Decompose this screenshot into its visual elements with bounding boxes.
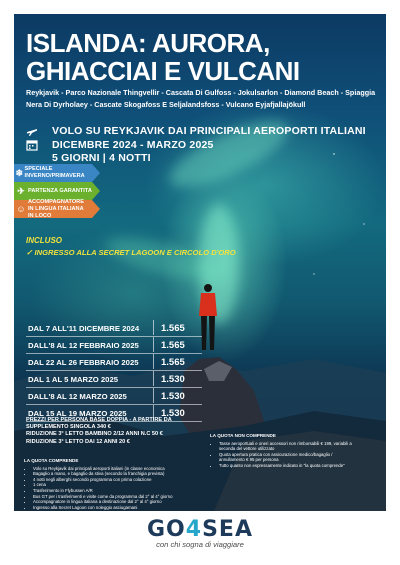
included-heading: LA QUOTA COMPRENDE [24,458,79,463]
title-line: ISLANDA: AURORA, [26,28,270,58]
list-item: annullamento € 95 per persona [219,457,279,463]
calendar-icon [26,139,38,151]
date-price: 1.565 [161,357,185,368]
logo-right: SEA [202,517,253,542]
date-period: DALL'8 AL 12 FEBBRAIO 2025 [28,341,139,350]
table-row [26,388,202,405]
table-row [26,320,202,337]
tag-label: SPECIALE INVERNO/PRIMAVERA [24,166,85,179]
logo-tagline: con chi sogna di viaggiare [156,540,244,549]
date-price: 1.530 [161,374,185,385]
guide-icon: ☺ [16,203,26,214]
plane-icon [26,125,38,137]
pricing-line: PREZZI PER PERSONA BASE DOPPIA - A PARTIRE DA [26,417,172,423]
logo-wordmark [0,517,400,542]
list-item: • Volo su Reykjavik dai principali aeroporti italiani (in classe economica [33,466,199,472]
pricing-line: SUPPLEMENTO SINGOLA 340 € [26,424,111,431]
tag-guide [14,200,92,218]
list-item: • Bagaglio a mano, e bagaglio da stiva (secondo la franchigia prevista) [33,471,199,477]
places-list [26,87,378,110]
list-item: • 4 notti negli alberghi secondo programma con prima colazione [33,477,199,483]
included-section [24,458,199,510]
dates-table [26,320,202,422]
tag-label: ACCOMPAGNATORE IN LINGUA ITALIANA IN LOCO [28,198,84,219]
brand-logo[interactable] [0,517,400,549]
period-row [26,139,214,151]
list-item: • Trasferimento in Flybussen A/R [33,488,199,494]
incluso-item: ✓ INGRESSO ALLA SECRET LAGOON E CIRCOLO D'ORO [26,248,236,257]
flight-row [26,125,366,137]
plane-icon: ✈ [17,185,25,196]
period-line: DICEMBRE 2024 - MARZO 2025 [52,139,214,151]
table-row [26,371,202,388]
table-row [26,337,202,354]
date-price: 1.530 [161,391,185,402]
date-price: 1.565 [161,340,185,351]
date-period: DAL 15 AL 19 MARZO 2025 [28,409,127,418]
flight-line: VOLO SU REYKJAVIK DAI PRINCIPALI AEROPORTI ITALIANI [52,125,366,137]
tag-guaranteed [14,182,92,200]
title-line: GHIACCIAI E VULCANI [26,56,300,86]
incluso-heading: INCLUSO [26,236,62,245]
list-item: • Tasse aeroportuali e oneri accessori non rimborsabili € 199, variabili a [219,441,380,447]
incluso-box [26,236,236,257]
excluded-list [210,441,380,469]
pricing-line: RIDUZIONE 3° LETTO BAMBINO 2/12 ANNI N.C 50 € [26,431,163,438]
pricing-notes [26,417,172,446]
places-line: Nera Di Dyrholaey - Cascate Skogafoss E Seljalandsfoss - Vulcano Eyjafjallajökull [26,99,306,109]
list-item: • Quota apertura pratica con assicurazione medico/bagaglio / [219,452,380,458]
excluded-section [210,433,380,469]
date-period: DALL'8 AL 12 MARZO 2025 [28,392,127,401]
tag-label: PARTENZA GARANTITA [28,187,92,194]
date-price: 1.530 [161,408,185,419]
list-item: • Accompagnatore in lingua italiana a destinazione dal 2° al 4° giorno [33,499,199,505]
snowflake-icon: ❄ [15,167,24,178]
duration-line: 5 GIORNI | 4 NOTTI [52,152,151,164]
logo-left: GO [147,517,186,542]
included-list [24,466,199,511]
poster [14,14,386,511]
list-item: • Tutto quanto non espressamente indicato in "la quota comprende" [219,463,380,469]
tag-winter [14,164,92,182]
date-period: DAL 7 ALL'11 DICEMBRE 2024 [28,324,140,333]
list-item: • Bus GT per i trasferimenti e visite come da programma dal 2° al 4° giorno [33,494,199,500]
list-item: • 1 cena [33,482,199,488]
places-line: Reykjavik - Parco Nazionale Thingvellir - Cascata Di Gulfoss - Jokulsarlon - Diamond Beach - Spiaggia [26,88,376,97]
logo-four: 4 [185,517,203,542]
list-item: • Ingresso alla Secret Lagoon con noleggio asciugamani [33,505,199,511]
list-item: seconda del vettore utilizzato [219,446,275,452]
page-title [26,29,376,85]
table-row [26,354,202,371]
pricing-line: RIDUZIONE 3° LETTO DAI 12 ANNI 20 € [26,438,130,445]
excluded-heading: LA QUOTA NON COMPRENDE [210,433,276,438]
date-period: DAL 1 AL 5 MARZO 2025 [28,375,118,384]
duration-row [52,152,151,164]
date-price: 1.565 [161,323,185,334]
date-period: DAL 22 AL 26 FEBBRAIO 2025 [28,358,139,367]
